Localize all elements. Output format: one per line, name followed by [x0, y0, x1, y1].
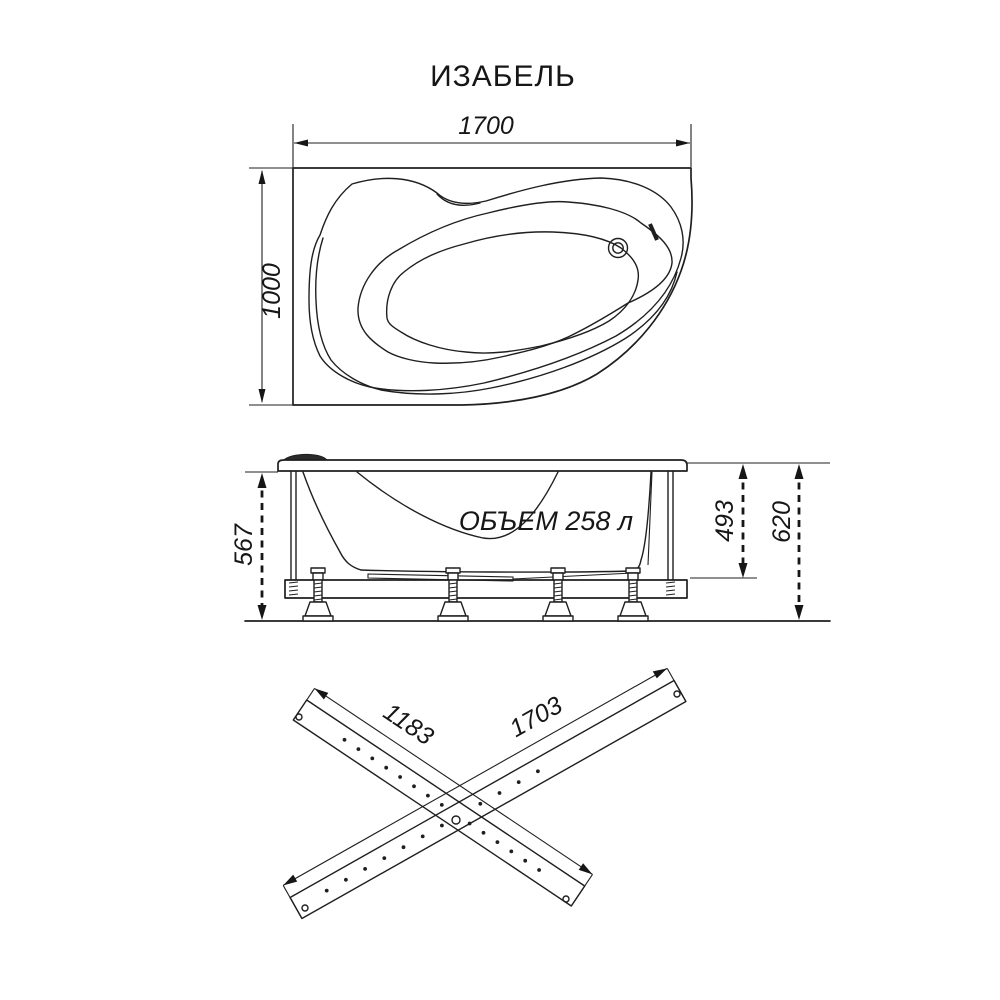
support-frame-beam	[285, 580, 687, 598]
top-view	[249, 124, 692, 405]
basin-floor	[387, 232, 639, 353]
dim-rim-height-label: 567	[230, 524, 258, 566]
rim-flange	[278, 460, 687, 471]
dim-width-label: 1000	[258, 263, 286, 319]
rails-view	[283, 668, 686, 918]
dim-rim-height	[258, 473, 267, 620]
rail-hole	[674, 691, 680, 697]
rail-hole	[563, 896, 569, 902]
rail-short-label: 1183	[378, 697, 439, 751]
side-view	[245, 454, 830, 621]
overflow-mark	[650, 224, 657, 240]
dim-total-height-label: 620	[768, 501, 796, 543]
rim-inner-offset	[316, 238, 677, 394]
bathtub-plan-outline	[293, 168, 692, 405]
rail-long-holes	[325, 769, 540, 892]
crossing-hole	[452, 816, 460, 824]
rail-hole	[296, 714, 302, 720]
dim-length-label: 1700	[458, 112, 514, 140]
rail-long-label: 1703	[504, 691, 568, 743]
drain-icon	[609, 239, 628, 258]
volume-label: ОБЪЕМ 258 л	[458, 506, 634, 536]
rail-long	[283, 668, 686, 918]
rail-hole	[302, 905, 308, 911]
figure-title: ИЗАБЕЛЬ	[430, 60, 576, 93]
dim-shell-height-label: 493	[711, 500, 739, 542]
